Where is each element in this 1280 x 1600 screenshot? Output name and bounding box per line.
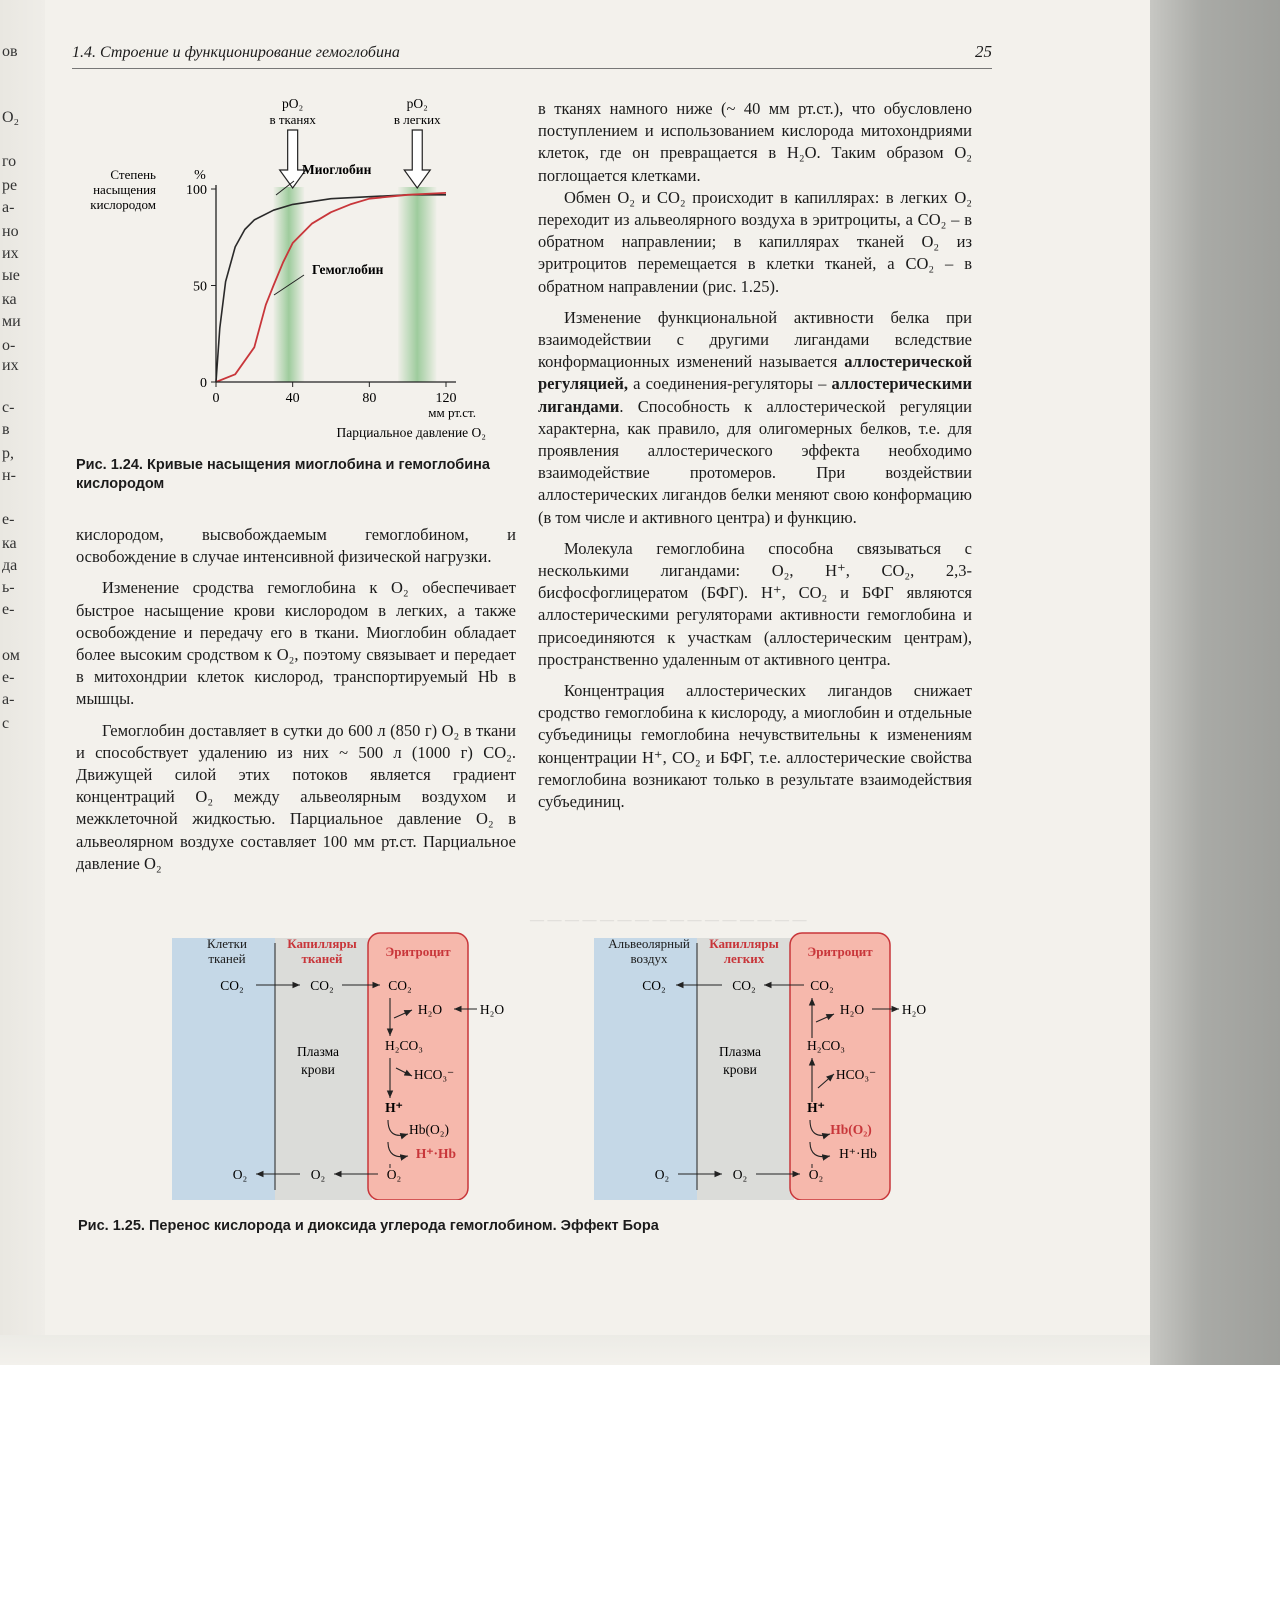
h-plus-label: H⁺: [807, 1100, 825, 1115]
col1-paragraph-2: Изменение сродства гемоглобина к O₂ обеспечивает быстрое насыщение крови кислородом в легких, а также освобождение и передачу его в ткани. Миоглобин обладает более высоким сродством к O₂, поэтому связывает и передает в митохондрии клеток кислород, транспортируемый Hb в мышцы.: [76, 578, 516, 709]
col2-paragraph-5: Концентрация аллостерических лигандов снижает сродство гемоглобина к кислороду, а миоглобин и отдельные субъединицы гемоглобина нечувствительны к изменениям концентрации H⁺, CO₂ и БФГ, т.е. аллостерические свойства гемоглобина возникают только в результате взаимодействия субъединиц.: [538, 681, 972, 812]
svg-text:pO₂: pO₂: [406, 96, 428, 111]
h2o-label-inner: H₂O: [839, 1002, 865, 1017]
strip-fragment: р,: [2, 445, 14, 462]
pressure-band-0: [274, 187, 305, 382]
svg-text:pO₂: pO₂: [282, 96, 304, 111]
col1-paragraph-3: Гемоглобин доставляет в сутки до 600 л (850 г) O₂ в ткани и способствует удалению из них ~ 500 л (1000 г) CO₂. Движущей силой этих потоков является градиент концентраций O₂ между альвеолярным воздухом и межклеточной жидкостью. Парциальное давление O₂ в альвеолярном воздухе составляет 100 мм рт.ст. Парциальное давление O₂: [76, 720, 516, 873]
strip-fragment: но: [2, 223, 19, 240]
saturation-chart: [76, 92, 516, 447]
y-axis-label: Степень насыщения кислородом: [90, 167, 156, 212]
strip-fragment: их: [2, 357, 19, 374]
y-tick-label: 100: [186, 183, 207, 198]
strip-fragment: го: [2, 153, 17, 170]
strip-fragment: ка: [2, 535, 17, 552]
svg-text:в легких: в легких: [393, 112, 441, 127]
strip-fragment: е-: [2, 601, 15, 618]
x-tick-label: 40: [285, 391, 300, 406]
diagram-tissue-exchange: [172, 928, 522, 1200]
strip-fragment: с: [2, 715, 10, 732]
o2-label-erythrocyte: O₂: [808, 1167, 824, 1182]
strip-fragment: а-: [2, 691, 15, 708]
col1-paragraph-1: кислородом, высвобождаемым гемоглобином, и освобождение в случае интенсивной физической нагрузки.: [76, 525, 516, 567]
strip-fragment: их: [2, 245, 19, 262]
h-hb-label: H⁺·Hb: [415, 1146, 457, 1161]
strip-fragment: O₂: [2, 109, 20, 126]
o2-label-capillary: O₂: [310, 1167, 326, 1182]
p3-text-e: . Способность к аллостерической регуляции характерна, как правило, для олигомерных белков, т.е. для проявления аллостерического эффекта необходимо взаимодействие протомеров. При воздействии аллостерических лигандов белки меняют свою конформацию (в том числе и активного центра) и функцию.: [538, 396, 972, 527]
strip-fragment: а-: [2, 199, 15, 216]
previous-page-edge: [0, 0, 45, 1335]
column-1: [76, 524, 516, 875]
figure-1-25-caption: Рис. 1.25. Перенос кислорода и диоксида углерода гемоглобином. Эффект Бора: [78, 1218, 659, 1234]
h2co3-label: H₂CO₃: [807, 1038, 845, 1053]
svg-text:в тканях: в тканях: [269, 112, 316, 127]
strip-fragment: е-: [2, 511, 15, 528]
h2o-label-outer: H₂O: [901, 1002, 927, 1017]
figure-1-24-caption: Рис. 1.24. Кривые насыщения миоглобина и гемоглобина кислородом: [76, 457, 490, 492]
y-axis-unit: %: [194, 168, 206, 183]
hb-o2-label: Hb(O₂): [830, 1122, 872, 1137]
col2-paragraph-4: Молекула гемоглобина способна связываться с несколькими лигандами: O₂, H⁺, CO₂, 2,3-бисфосфоглицератом (БФГ). H⁺, CO₂ и БФГ являются аллостерическими регуляторами активности гемоглобина и присоединяются к участкам (аллостерическим центрам), пространственно удаленным от активного центра.: [538, 538, 972, 669]
co2-label-outer: CO₂: [220, 978, 244, 993]
pressure-band-1: [398, 187, 436, 382]
page-number: 25: [975, 42, 992, 61]
scan-blank-area: [0, 1365, 1280, 1600]
strip-fragment: е-: [2, 669, 15, 686]
hco3-label: HCO₃⁻: [413, 1067, 455, 1082]
header-erythrocyte: Эритроцит: [807, 944, 873, 959]
running-title: 1.4. Строение и функционирование гемоглобина: [72, 44, 400, 61]
header-capillaries: Капилляры тканей: [287, 936, 357, 966]
co2-label-capillary: CO₂: [310, 978, 334, 993]
strip-fragment: н-: [2, 467, 16, 484]
x-tick-label: 120: [435, 391, 457, 406]
strip-fragment: ь-: [2, 579, 15, 596]
o2-label-capillary: O₂: [732, 1167, 748, 1182]
running-header: [72, 40, 992, 69]
x-tick-label: 80: [362, 391, 377, 406]
term-allosteric-ligands: аллостерическими лигандами: [538, 374, 972, 416]
strip-fragment: ом: [2, 647, 20, 664]
co2-label-erythrocyte: CO₂: [388, 978, 412, 993]
col2-paragraph-2: Обмен O₂ и CO₂ происходит в капиллярах: в легких O₂ переходит из альвеолярного воздуха в эритроциты, а CO₂ – в обратном направлении; в капиллярах тканей O₂ из эритроцитов перемещается в клетки тканей, а CO₂ – в обратном направлении (рис. 1.25).: [538, 187, 972, 296]
strip-fragment: в: [2, 421, 10, 438]
diagram-lung-exchange: [594, 928, 944, 1200]
p3-text-c: а соединения-регуляторы –: [633, 374, 827, 394]
co2-label-capillary: CO₂: [732, 978, 756, 993]
y-tick-label: 0: [200, 376, 207, 391]
co2-label-erythrocyte: CO₂: [810, 978, 834, 993]
strip-fragment: ка: [2, 291, 17, 308]
bleed-through: — — — — — — — — — — — — — — — —: [530, 913, 807, 928]
co2-label-outer: CO₂: [642, 978, 666, 993]
strip-fragment: ые: [2, 267, 20, 284]
o2-label-outer: O₂: [232, 1167, 248, 1182]
label-hemoglobin: Гемоглобин: [312, 262, 384, 277]
x-axis-unit: мм рт.ст.: [428, 405, 476, 420]
h-plus-label: H⁺: [385, 1100, 403, 1115]
plasma-label: Плазма крови: [718, 1044, 762, 1077]
o2-label-erythrocyte: O₂: [386, 1167, 402, 1182]
h2o-label-inner: H₂O: [417, 1002, 443, 1017]
strip-fragment: о-: [2, 337, 16, 354]
h-hb-label: H⁺·Hb: [839, 1146, 877, 1161]
header-outer: Клетки тканей: [207, 936, 247, 966]
arrow-po2-lungs: [394, 96, 441, 188]
label-myoglobin: Миоглобин: [302, 162, 372, 177]
y-tick-label: 50: [193, 279, 207, 295]
figure-1-24: [76, 92, 516, 447]
header-capillaries: Капилляры легких: [709, 936, 779, 966]
header-erythrocyte: Эритроцит: [385, 944, 451, 959]
x-axis-label: Парциальное давление O₂: [336, 425, 486, 440]
hb-o2-label: Hb(O₂): [409, 1122, 449, 1137]
strip-fragment: ре: [2, 177, 18, 194]
plasma-label: Плазма крови: [296, 1044, 340, 1077]
page-bottom-edge: [0, 1335, 1150, 1365]
strip-fragment: с-: [2, 399, 15, 416]
strip-fragment: да: [2, 557, 18, 574]
x-tick-label: 0: [212, 391, 220, 406]
h2o-label-outer: H₂O: [479, 1002, 505, 1017]
header-outer: Альвеолярный воздух: [608, 936, 690, 966]
column-2: [538, 98, 972, 813]
hco3-label: HCO₃⁻: [835, 1067, 877, 1082]
col2-paragraph-3: [538, 307, 972, 529]
p3-text-a: Изменение функциональной активности белка при взаимодействии с другими лигандами вследствие конформационных изменений называется: [538, 307, 972, 372]
scanner-edge: [1150, 0, 1280, 1365]
h2co3-label: H₂CO₃: [385, 1038, 423, 1053]
term-allosteric-regulation: аллостерической регуляцией,: [538, 352, 972, 394]
strip-fragment: ми: [2, 313, 21, 330]
col2-paragraph-1: в тканях намного ниже (~ 40 мм рт.ст.), что обусловлено поступлением и использованием кислорода митохондриями клеток, где он превращается в H₂O. Таким образом O₂ поглощается клетками.: [538, 99, 972, 185]
o2-label-outer: O₂: [654, 1167, 670, 1182]
strip-fragment: ов: [2, 43, 18, 60]
